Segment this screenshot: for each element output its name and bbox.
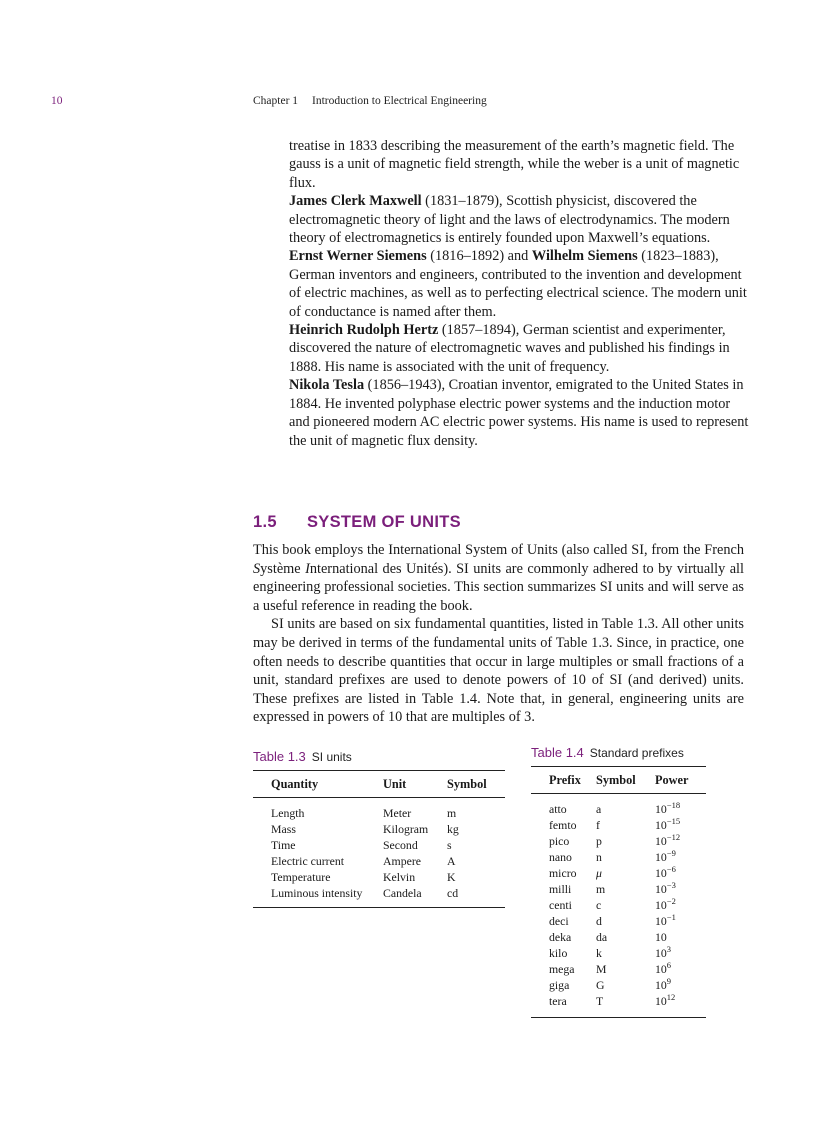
power-exponent: −15 xyxy=(666,816,681,826)
power-exponent: 3 xyxy=(666,944,672,954)
cell-quantity: Luminous intensity xyxy=(271,886,363,900)
page-number: 10 xyxy=(51,95,63,107)
cell-prefix: nano xyxy=(549,850,572,864)
bio-paragraph xyxy=(289,321,749,376)
power-exponent: −1 xyxy=(666,912,676,922)
cell-unit: Kilogram xyxy=(383,822,429,836)
cell-prefix: centi xyxy=(549,898,572,912)
cell-symbol: a xyxy=(596,802,602,816)
power-exponent: −18 xyxy=(666,800,681,810)
cell-quantity: Temperature xyxy=(271,870,331,884)
power-exponent: −3 xyxy=(666,880,676,890)
column-header: Power xyxy=(655,773,689,787)
cell-symbol: p xyxy=(596,834,602,848)
cell-unit: Meter xyxy=(383,806,412,820)
cell-quantity: Mass xyxy=(271,822,296,836)
power-base: 10 xyxy=(655,962,667,976)
cell-symbol: cd xyxy=(447,886,459,900)
table-title: Standard prefixes xyxy=(589,746,684,760)
italic-letter: S xyxy=(253,560,261,577)
section-number: 1.5 xyxy=(253,513,277,531)
cell-power xyxy=(655,850,676,865)
cell-symbol: G xyxy=(596,978,605,992)
cell-symbol: s xyxy=(447,838,452,852)
table-header-rule xyxy=(253,797,505,798)
cell-prefix: kilo xyxy=(549,946,568,960)
cell-power xyxy=(655,946,671,961)
cell-prefix: tera xyxy=(549,994,567,1008)
power-base: 10 xyxy=(655,866,667,880)
cell-prefix: atto xyxy=(549,802,567,816)
cell-power xyxy=(655,930,667,945)
bio-text: (1856–1943), Croatian inventor, emigrated to the United States in 1884. He invented polyphase electric power systems and the induction motor and pioneered modern AC electric power systems. His name is used to represent the unit of magnetic flux density. xyxy=(289,377,749,449)
cell-symbol: d xyxy=(596,914,602,928)
table-bottom-rule xyxy=(531,1017,706,1018)
power-exponent: 9 xyxy=(666,976,672,986)
section-title: SYSTEM OF UNITS xyxy=(307,513,461,531)
cell-prefix: femto xyxy=(549,818,577,832)
cell-symbol: μ xyxy=(596,866,602,880)
cell-prefix: mega xyxy=(549,962,575,976)
table-label: Table 1.3 xyxy=(253,749,306,764)
bio-name: Ernst Werner Siemens xyxy=(289,248,427,265)
bio-text: (1857–1894), German scientist and experimenter, discovered the nature of electromagnetic waves and published his findings in 1888. His name is associated with the unit of frequency. xyxy=(289,322,730,375)
cell-unit: Second xyxy=(383,838,418,852)
section-heading xyxy=(253,513,461,532)
cell-symbol: k xyxy=(596,946,602,960)
section-body xyxy=(253,541,744,727)
cell-prefix: pico xyxy=(549,834,570,848)
cell-prefix: deci xyxy=(549,914,569,928)
cell-prefix: milli xyxy=(549,882,572,896)
cell-unit: Ampere xyxy=(383,854,421,868)
cell-power xyxy=(655,834,680,849)
cell-power xyxy=(655,898,676,913)
power-exponent: −2 xyxy=(666,896,676,906)
cell-power xyxy=(655,994,675,1009)
cell-prefix: deka xyxy=(549,930,572,944)
text-run: ystème xyxy=(260,560,306,577)
cell-symbol: c xyxy=(596,898,602,912)
table-1-3-caption xyxy=(253,749,352,764)
table-header-rule xyxy=(531,793,706,794)
cell-quantity: Time xyxy=(271,838,296,852)
table-1-4 xyxy=(531,773,706,1013)
table-top-rule xyxy=(531,766,706,767)
cell-power xyxy=(655,802,680,817)
bio-text: (1831–1879), Scottish physicist, discovered the electromagnetic theory of light and the laws of electrodynamics. The modern theory of electromagnetics is entirely founded upon Maxwell’s equations. xyxy=(289,193,730,247)
biography-list xyxy=(289,137,749,450)
bio-text-2: (1823–1883), German inventors and engineers, contributed to the invention and development of electric machines, as well as to perfecting electrical science. The modern unit of conductance is named after them. xyxy=(289,248,747,320)
cell-power xyxy=(655,866,676,881)
table-bottom-rule xyxy=(253,907,505,908)
cell-symbol: A xyxy=(447,854,456,868)
italic-letter: I xyxy=(305,560,310,577)
bio-name: Nikola Tesla xyxy=(289,377,365,394)
cell-power xyxy=(655,818,680,833)
column-header: Prefix xyxy=(549,773,581,787)
power-base: 10 xyxy=(655,818,667,832)
power-base: 10 xyxy=(655,834,667,848)
column-header: Quantity xyxy=(271,777,319,791)
table-1-4-caption xyxy=(531,745,684,760)
cell-unit: Kelvin xyxy=(383,870,416,884)
running-header xyxy=(0,95,816,111)
power-base: 10 xyxy=(655,994,667,1008)
cell-symbol: m xyxy=(596,882,606,896)
bio-text: (1816–1892) and xyxy=(426,248,532,265)
cell-symbol: m xyxy=(447,806,457,820)
power-base: 10 xyxy=(655,882,667,896)
table-top-rule xyxy=(253,770,505,771)
bio-text: treatise in 1833 describing the measurement of the earth’s magnetic field. The gauss is a unit of magnetic field strength, while the weber is a unit of magnetic flux. xyxy=(289,138,740,191)
cell-symbol: kg xyxy=(447,822,459,836)
power-exponent: 6 xyxy=(666,960,672,970)
cell-quantity: Electric current xyxy=(271,854,345,868)
cell-symbol: da xyxy=(596,930,608,944)
bio-name-2: Wilhelm Siemens xyxy=(531,248,638,265)
bio-paragraph xyxy=(289,247,749,321)
bio-paragraph xyxy=(289,192,749,247)
text-run: nternational des Unités). SI units are commonly adhered to by virtually all engineering professional societies. This section summarizes SI units and will serve as a useful reference in reading the book. xyxy=(253,560,744,614)
power-base: 10 xyxy=(655,850,667,864)
power-exponent: −6 xyxy=(666,864,676,874)
power-base: 10 xyxy=(655,946,667,960)
column-header: Unit xyxy=(383,777,407,791)
column-header: Symbol xyxy=(447,777,487,791)
cell-symbol: T xyxy=(596,994,604,1008)
cell-power xyxy=(655,914,676,929)
cell-quantity: Length xyxy=(271,806,305,820)
cell-symbol: f xyxy=(596,818,600,832)
cell-power xyxy=(655,882,676,897)
chapter-heading xyxy=(253,95,487,107)
power-base: 10 xyxy=(655,914,667,928)
text-run: This book employs the International System of Units (also called SI, from the French xyxy=(253,542,744,558)
table-title: SI units xyxy=(311,750,352,764)
power-base: 10 xyxy=(655,898,667,912)
chapter-title: Introduction to Electrical Engineering xyxy=(312,95,487,107)
cell-symbol: K xyxy=(447,870,456,884)
cell-symbol: M xyxy=(596,962,607,976)
bio-name: Heinrich Rudolph Hertz xyxy=(289,322,439,339)
body-paragraph-1 xyxy=(253,541,744,615)
table-label: Table 1.4 xyxy=(531,745,584,760)
chapter-label: Chapter 1 xyxy=(253,95,299,107)
power-base: 10 xyxy=(655,978,667,992)
power-base: 10 xyxy=(655,802,667,816)
power-exponent: −9 xyxy=(666,848,676,858)
cell-unit: Candela xyxy=(383,886,422,900)
column-header: Symbol xyxy=(596,773,636,787)
power-exponent: 12 xyxy=(666,992,676,1002)
body-paragraph-2: SI units are based on six fundamental quantities, listed in Table 1.3. All other units may be derived in terms of the fundamental units of Table 1.3. Since, in practice, one often needs to describe quantities that occur in large multiples or small fractions of a unit, standard prefixes are used to denote powers of 10 of SI (and derived) units. These prefixes are listed in Table 1.4. Note that, in general, engineering units are expressed in powers of 10 that are multiples of 3. xyxy=(253,616,744,726)
bio-paragraph xyxy=(289,137,749,192)
power-base: 10 xyxy=(655,930,667,944)
cell-prefix: giga xyxy=(549,978,570,992)
cell-prefix: micro xyxy=(549,866,577,880)
bio-name: James Clerk Maxwell xyxy=(289,193,422,210)
cell-power xyxy=(655,962,671,977)
bio-paragraph xyxy=(289,376,749,450)
cell-symbol: n xyxy=(596,850,602,864)
power-exponent: −12 xyxy=(666,832,681,842)
cell-power xyxy=(655,978,671,993)
